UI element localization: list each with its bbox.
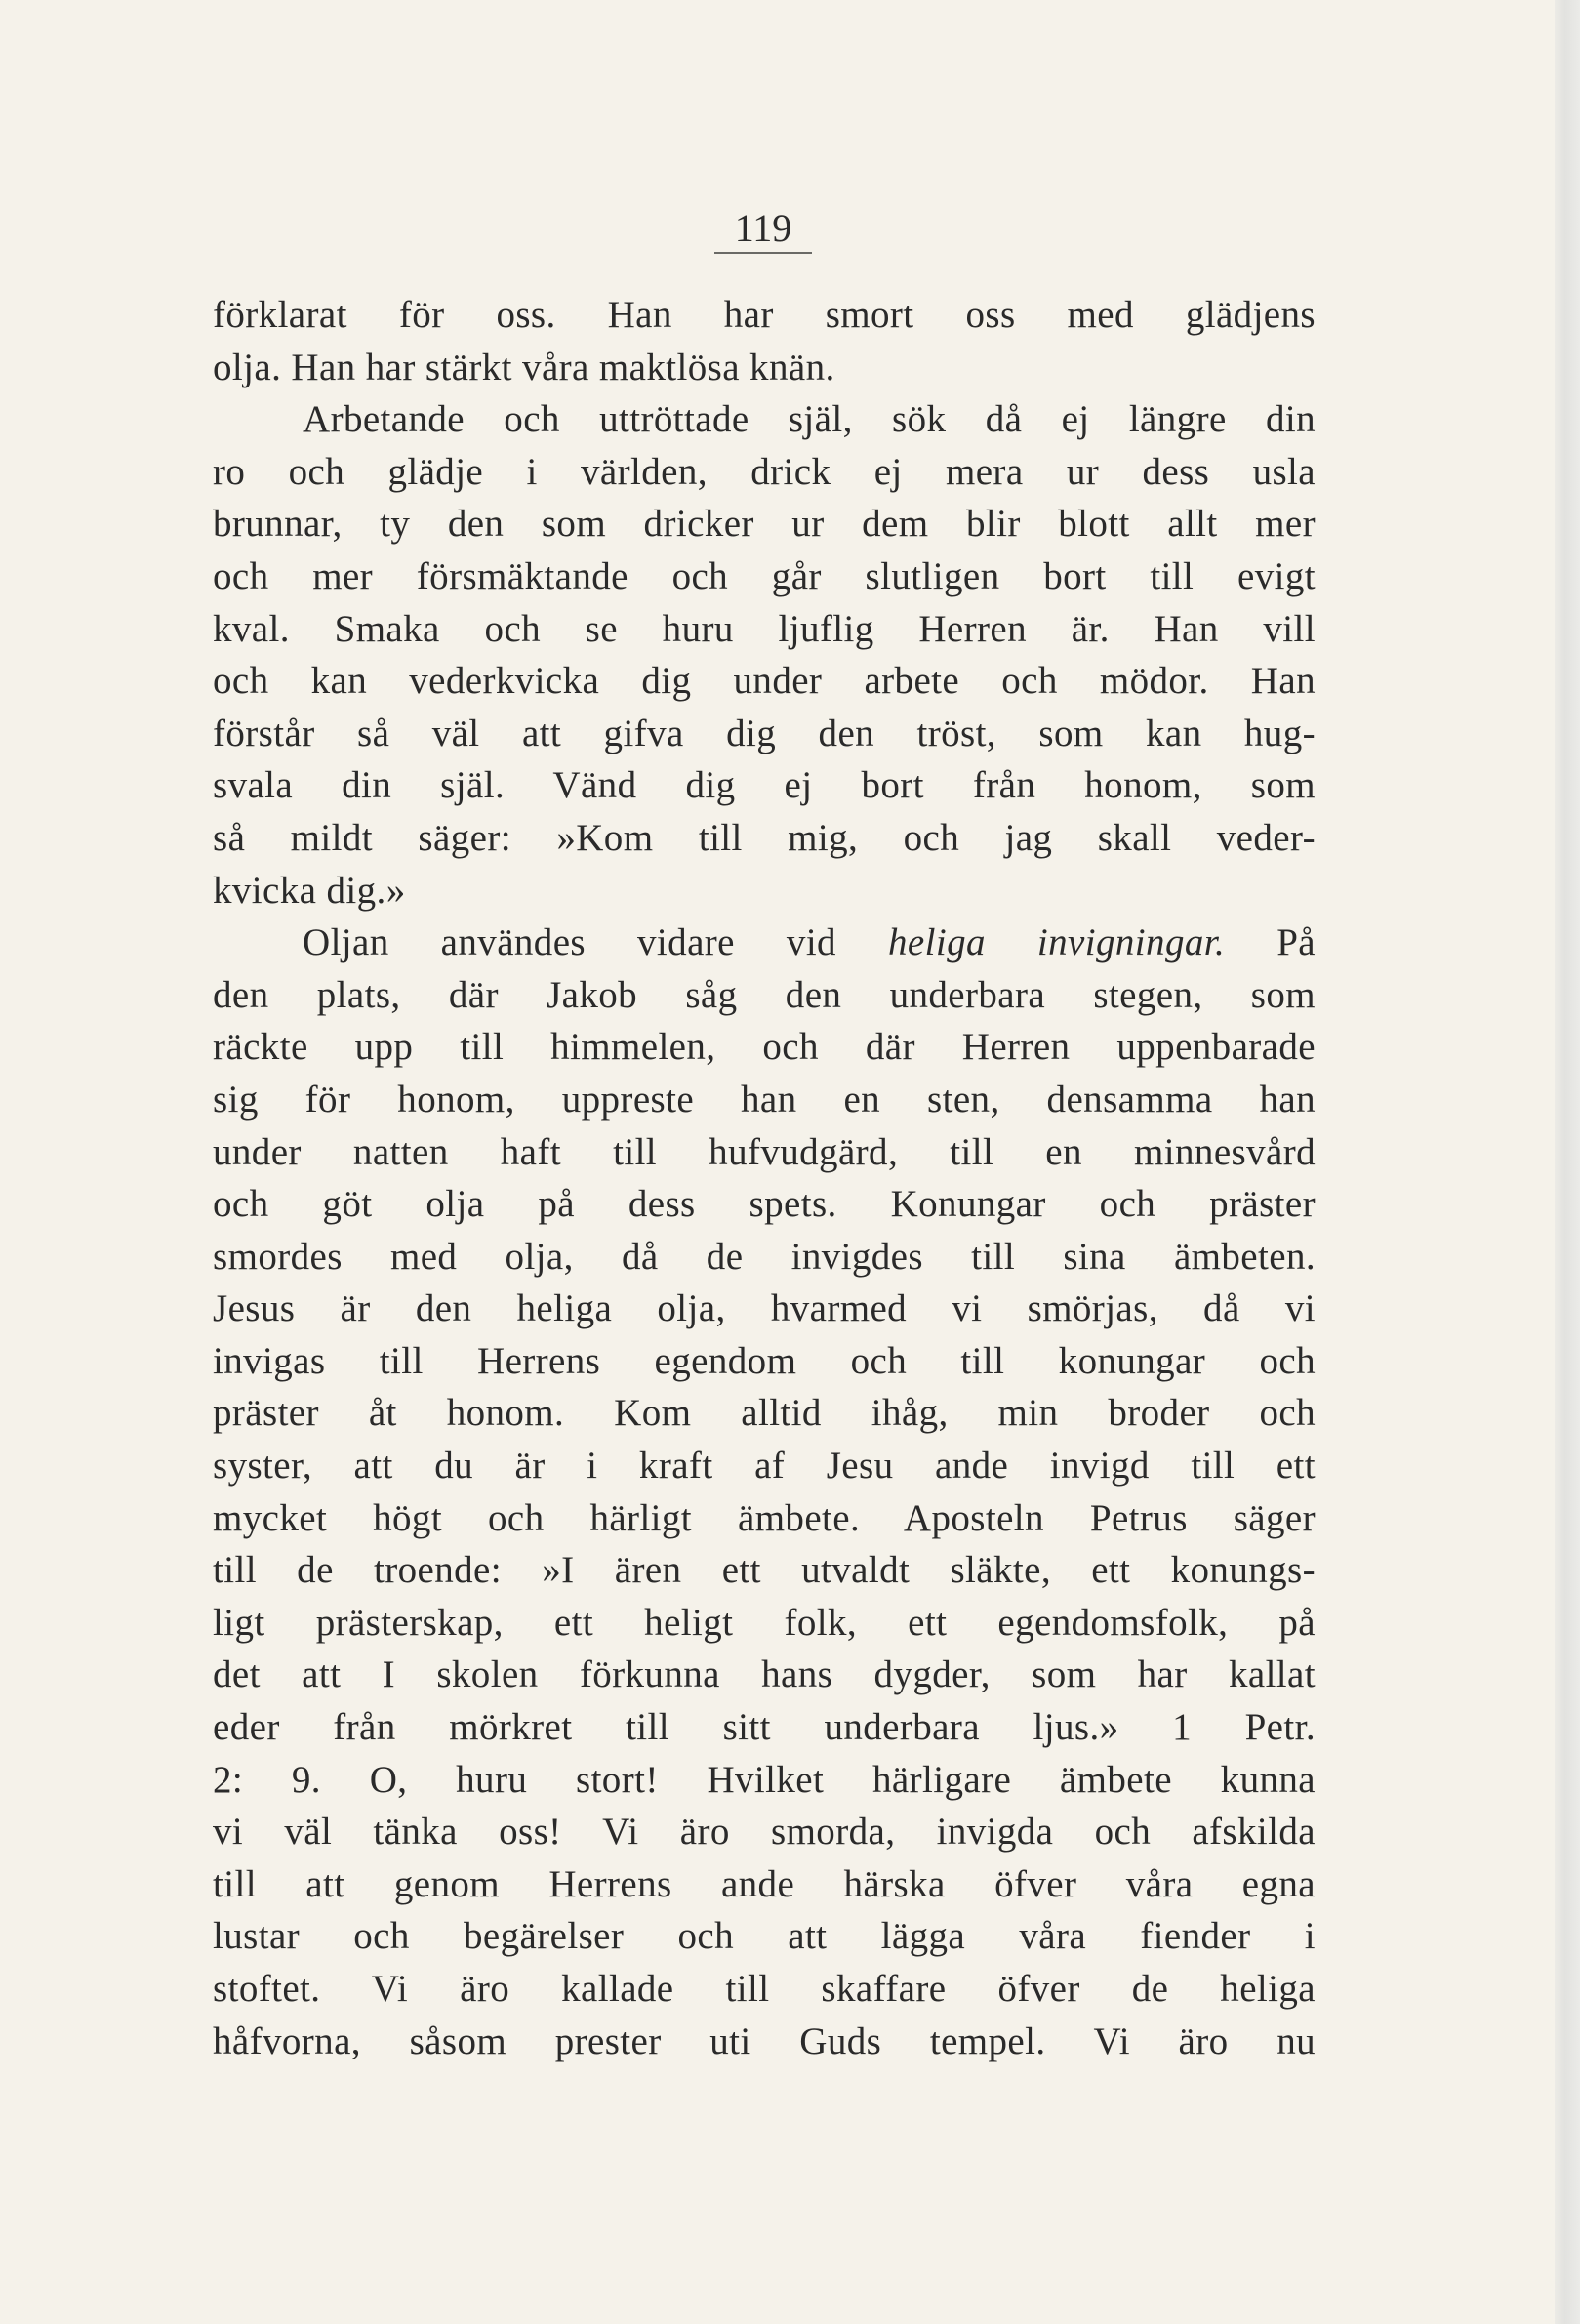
text-segment: På	[1225, 921, 1316, 964]
text-line: eder från mörkret till sitt underbara ljus.» 1 Petr.	[213, 1706, 1316, 1749]
text-line: kvicka dig.»	[213, 869, 406, 912]
text-line: under natten haft till hufvudgärd, till en minnesvård	[213, 1130, 1316, 1173]
page-number: 119	[734, 206, 792, 250]
text-line: till de troende: »I ären ett utvaldt släkte, ett konungs-	[213, 1549, 1316, 1592]
text-line: präster åt honom. Kom alltid ihåg, min broder och	[213, 1392, 1316, 1435]
text-line: lustar och begärelser och att lägga våra fiender i	[213, 1915, 1316, 1958]
text-line: förklarat för oss. Han har smort oss med glädjens	[213, 294, 1316, 336]
text-line: Jesus är den heliga olja, hvarmed vi smörjas, då vi	[213, 1287, 1316, 1330]
text-line: ro och glädje i världen, drick ej mera ur dess usla	[213, 450, 1316, 493]
text-line: ligt prästerskap, ett heligt folk, ett egendomsfolk, på	[213, 1601, 1316, 1644]
text-line: Arbetande och uttröttade själ, sök då ej längre din	[303, 398, 1316, 441]
text-line: så mildt säger: »Kom till mig, och jag skall veder-	[213, 816, 1316, 859]
text-line: svala din själ. Vänd dig ej bort från honom, som	[213, 764, 1316, 807]
text-line: förstår så väl att gifva dig den tröst, som kan hug-	[213, 712, 1316, 754]
text-line: brunnar, ty den som dricker ur dem blir blott allt mer	[213, 503, 1316, 546]
italic-phrase: heliga invigningar.	[888, 921, 1226, 964]
text-line: till att genom Herrens ande härska öfver våra egna	[213, 1862, 1316, 1905]
text-line: syster, att du är i kraft af Jesu ande invigd till ett	[213, 1445, 1316, 1488]
text-line: 2: 9. O, huru stort! Hvilket härligare ämbete kunna	[213, 1758, 1316, 1801]
body-text	[213, 289, 1316, 2067]
text-line: sig för honom, uppreste han en sten, densamma han	[213, 1078, 1316, 1121]
text-line: olja. Han har stärkt våra maktlösa knän.	[213, 346, 835, 388]
text-line: det att I skolen förkunna hans dygder, som har kallat	[213, 1653, 1316, 1696]
text-line: invigas till Herrens egendom och till konungar och	[213, 1339, 1316, 1382]
text-line	[213, 917, 1316, 969]
text-line: och göt olja på dess spets. Konungar och präster	[213, 1183, 1316, 1226]
text-line: mycket högt och härligt ämbete. Aposteln Petrus säger	[213, 1496, 1316, 1539]
page-edge	[1555, 0, 1580, 2324]
text-segment: Oljan användes vidare vid	[303, 921, 888, 964]
text-line: stoftet. Vi äro kallade till skaffare öfver de heliga	[213, 1968, 1316, 2010]
text-line: räckte upp till himmelen, och där Herren uppenbarade	[213, 1026, 1316, 1069]
text-line: smordes med olja, då de invigdes till sina ämbeten.	[213, 1235, 1316, 1278]
page-number-rule	[714, 252, 812, 254]
text-line: den plats, där Jakob såg den underbara stegen, som	[213, 973, 1316, 1016]
text-line: håfvorna, såsom prester uti Guds tempel. Vi äro nu	[213, 2019, 1316, 2062]
text-line: och kan vederkvicka dig under arbete och mödor. Han	[213, 660, 1316, 703]
text-line: vi väl tänka oss! Vi äro smorda, invigda och afskilda	[213, 1811, 1316, 1854]
text-line: och mer försmäktande och går slutligen bort till evigt	[213, 554, 1316, 597]
text-line: kval. Smaka och se huru ljuflig Herren är. Han vill	[213, 607, 1316, 650]
